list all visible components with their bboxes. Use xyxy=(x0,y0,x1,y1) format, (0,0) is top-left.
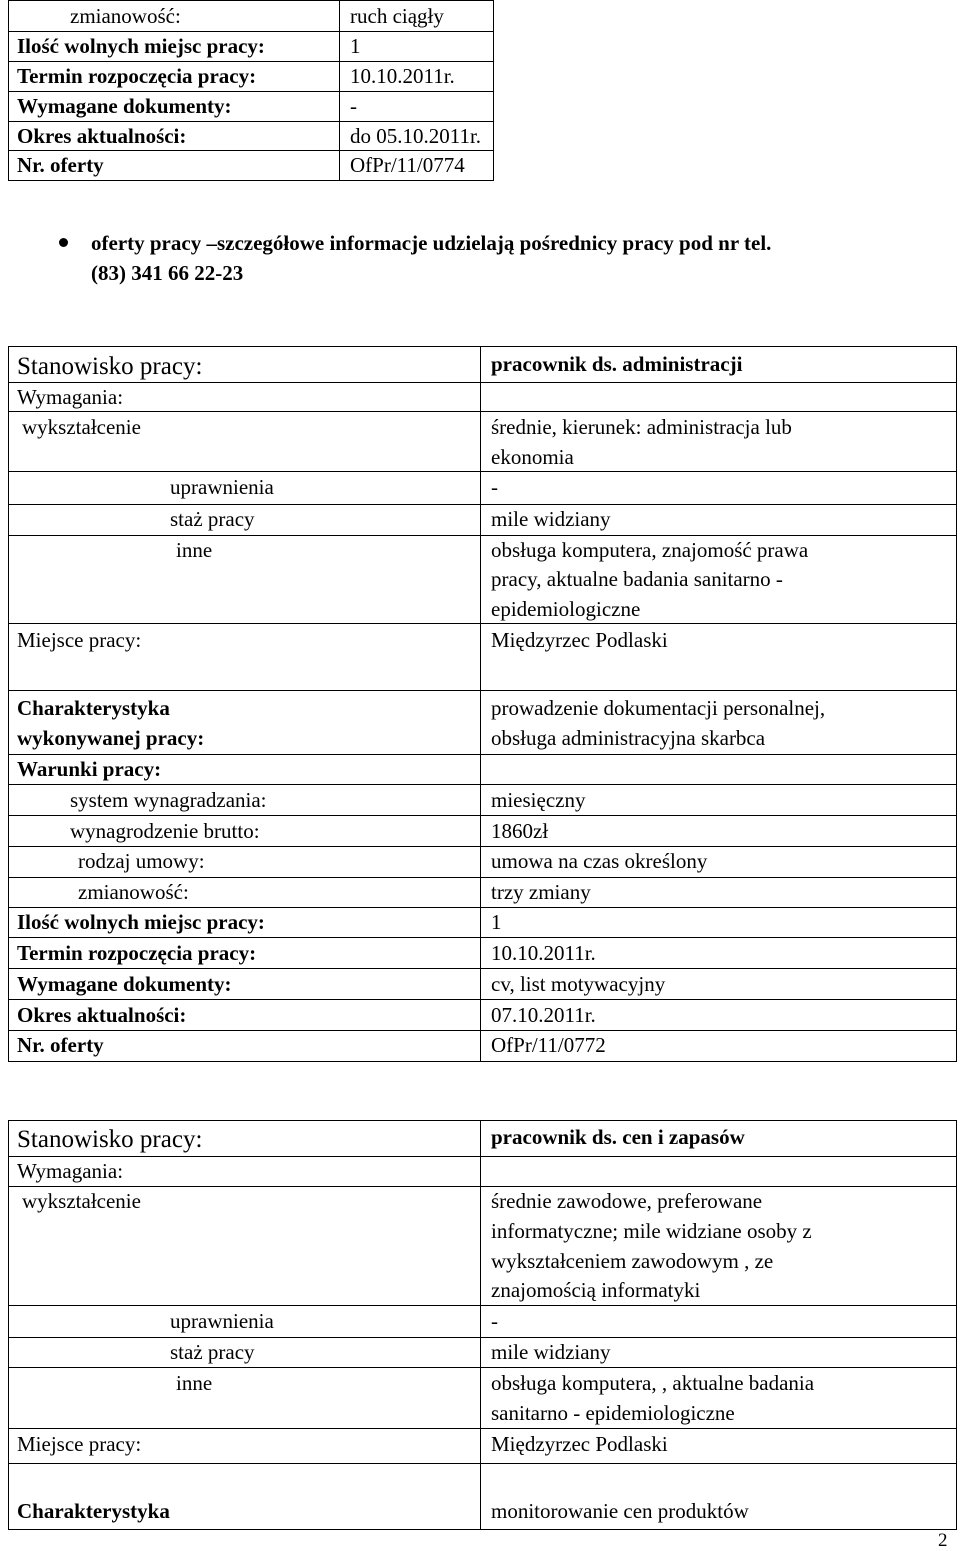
offer2-row-line xyxy=(8,1367,957,1368)
offer2-divider xyxy=(480,1120,481,1530)
nr-oferty-label: Nr. oferty xyxy=(17,153,104,177)
offer1-row-line xyxy=(8,877,957,878)
offer1-miejsce-label: Miejsce pracy: xyxy=(17,628,142,652)
offer2-inne-value-2: sanitarno - epidemiologiczne xyxy=(491,1401,735,1425)
nr-oferty-value: OfPr/11/0774 xyxy=(350,153,465,177)
offer1-nr-label: Nr. oferty xyxy=(17,1033,104,1057)
offer1-inne-value-1: obsługa komputera, znajomość prawa xyxy=(491,538,809,562)
offer1-okres-label: Okres aktualności: xyxy=(17,1003,187,1027)
offer1-wynagrodzenie-label: wynagrodzenie brutto: xyxy=(70,819,260,843)
dokumenty-label: Wymagane dokumenty: xyxy=(17,94,232,118)
offer2-inne-label: inne xyxy=(176,1371,213,1395)
termin-value: 10.10.2011r. xyxy=(350,64,455,88)
offer1-ilosc-label: Ilość wolnych miejsc pracy: xyxy=(17,910,265,934)
offer1-stanowisko-value xyxy=(491,351,742,377)
offer2-uprawnienia-label: uprawnienia xyxy=(170,1309,274,1333)
top-table-row-line xyxy=(8,61,494,62)
offer2-row-line xyxy=(8,1305,957,1306)
offer1-charakterystyka-label-2: wykonywanej pracy: xyxy=(17,726,205,750)
offer1-row-line xyxy=(8,968,957,969)
offer1-dokumenty-label: Wymagane dokumenty: xyxy=(17,972,232,996)
offer1-charakterystyka-value-1: prowadzenie dokumentacji personalnej, xyxy=(491,696,826,720)
offer2-miejsce-value: Międzyrzec Podlaski xyxy=(491,1432,668,1456)
offer1-zmianowosc-label: zmianowość: xyxy=(78,880,189,904)
page-number: 2 xyxy=(938,1530,948,1551)
offer1-system-label: system wynagradzania: xyxy=(70,788,267,812)
offer2-row-line xyxy=(8,1156,957,1157)
offer1-row-line xyxy=(8,1030,957,1031)
offer2-uprawnienia-value: - xyxy=(491,1309,498,1333)
offer1-inne-label: inne xyxy=(176,538,213,562)
offer1-row-line xyxy=(8,411,957,412)
offer2-charakterystyka-label: Charakterystyka xyxy=(17,1499,170,1523)
offer2-staz-label: staż pracy xyxy=(170,1340,255,1364)
offer1-wyksztalcenie-label: wykształcenie xyxy=(22,415,141,439)
offer1-inne-value-3: epidemiologiczne xyxy=(491,597,641,621)
offer1-nr-value: OfPr/11/0772 xyxy=(491,1033,606,1057)
offer1-wynagrodzenie-value: 1860zł xyxy=(491,819,549,843)
offer1-charakterystyka-value-2: obsługa administracyjna skarbca xyxy=(491,726,766,750)
offer2-charakterystyka-value: monitorowanie cen produktów xyxy=(491,1499,749,1523)
offer1-row-line xyxy=(8,754,957,755)
offer1-umowa-label: rodzaj umowy: xyxy=(78,849,205,873)
bullet-text-line1: oferty pracy –szczegółowe informacje udzielają pośrednicy pracy pod nr tel. xyxy=(91,231,772,255)
offer1-stanowisko-value-text: pracownik ds. administracji xyxy=(491,352,743,376)
offer2-wyksztalcenie-label: wykształcenie xyxy=(22,1189,141,1213)
okres-label: Okres aktualności: xyxy=(17,124,187,148)
offer1-warunki-label: Warunki pracy: xyxy=(17,757,162,781)
offer1-row-line xyxy=(8,504,957,505)
zmianowosc-label: zmianowość: xyxy=(70,4,181,28)
offer1-charakterystyka-label-1: Charakterystyka xyxy=(17,696,170,720)
offer1-dokumenty-value: cv, list motywacyjny xyxy=(491,972,666,996)
offer1-row-line xyxy=(8,623,957,624)
offer1-system-value: miesięczny xyxy=(491,788,586,812)
dokumenty-value: - xyxy=(350,94,357,118)
offer2-wyksztalcenie-value-2: informatyczne; mile widziane osoby z xyxy=(491,1219,812,1243)
offer1-termin-label: Termin rozpoczęcia pracy: xyxy=(17,941,257,965)
offer1-wyksztalcenie-value-1: średnie, kierunek: administracja lub xyxy=(491,415,792,439)
top-table-row-line xyxy=(8,150,494,151)
offer2-wyksztalcenie-value-1: średnie zawodowe, preferowane xyxy=(491,1189,763,1213)
offer1-okres-value: 07.10.2011r. xyxy=(491,1003,596,1027)
offer1-staz-label: staż pracy xyxy=(170,507,255,531)
offer1-staz-value: mile widziany xyxy=(491,507,611,531)
okres-value: do 05.10.2011r. xyxy=(350,124,482,148)
offer1-wymagania-label: Wymagania: xyxy=(17,385,124,409)
offer2-row-line xyxy=(8,1337,957,1338)
offer1-zmianowosc-value: trzy zmiany xyxy=(491,880,591,904)
ilosc-miejsc-value: 1 xyxy=(350,34,361,58)
offer2-inne-value-1: obsługa komputera, , aktualne badania xyxy=(491,1371,815,1395)
offer1-umowa-value: umowa na czas określony xyxy=(491,849,708,873)
ilosc-miejsc-label: Ilość wolnych miejsc pracy: xyxy=(17,34,265,58)
offer1-row-line xyxy=(8,535,957,536)
offer2-miejsce-label: Miejsce pracy: xyxy=(17,1432,142,1456)
offer1-termin-value: 10.10.2011r. xyxy=(491,941,596,965)
offer1-uprawnienia-value: - xyxy=(491,475,498,499)
bullet-icon xyxy=(59,238,68,247)
offer1-row-line xyxy=(8,690,957,691)
offer2-wyksztalcenie-value-4: znajomością informatyki xyxy=(491,1278,701,1302)
offer2-row-line xyxy=(8,1428,957,1429)
termin-label: Termin rozpoczęcia pracy: xyxy=(17,64,257,88)
offer1-stanowisko-label: Stanowisko pracy: xyxy=(17,353,203,380)
offer2-row-line xyxy=(8,1463,957,1464)
offer2-row-line xyxy=(8,1186,957,1187)
offer2-staz-value: mile widziany xyxy=(491,1340,611,1364)
offer1-row-line xyxy=(8,999,957,1000)
top-table-row-line xyxy=(8,31,494,32)
offer1-row-line xyxy=(8,937,957,938)
top-table-row-line xyxy=(8,91,494,92)
offer1-ilosc-value: 1 xyxy=(491,910,502,934)
offer2-table xyxy=(8,1120,957,1530)
offer1-row-line xyxy=(8,382,957,383)
offer1-inne-value-2: pracy, aktualne badania sanitarno - xyxy=(491,567,783,591)
offer1-uprawnienia-label: uprawnienia xyxy=(170,475,274,499)
offer1-row-line xyxy=(8,907,957,908)
bullet-text-line2: (83) 341 66 22-23 xyxy=(91,261,244,285)
offer1-wyksztalcenie-value-2: ekonomia xyxy=(491,445,574,469)
zmianowosc-value: ruch ciągły xyxy=(350,4,444,28)
offer1-row-line xyxy=(8,784,957,785)
top-table-row-line xyxy=(8,121,494,122)
offer2-stanowisko-value: pracownik ds. cen i zapasów xyxy=(491,1125,745,1149)
offer1-row-line xyxy=(8,471,957,472)
offer2-wyksztalcenie-value-3: wykształceniem zawodowym , ze xyxy=(491,1249,774,1273)
offer1-row-line xyxy=(8,815,957,816)
offer1-miejsce-value: Międzyrzec Podlaski xyxy=(491,628,668,652)
offer2-wymagania-label: Wymagania: xyxy=(17,1159,124,1183)
offer2-stanowisko-label: Stanowisko pracy: xyxy=(17,1126,203,1153)
offer1-divider xyxy=(480,346,481,1062)
offer1-row-line xyxy=(8,846,957,847)
